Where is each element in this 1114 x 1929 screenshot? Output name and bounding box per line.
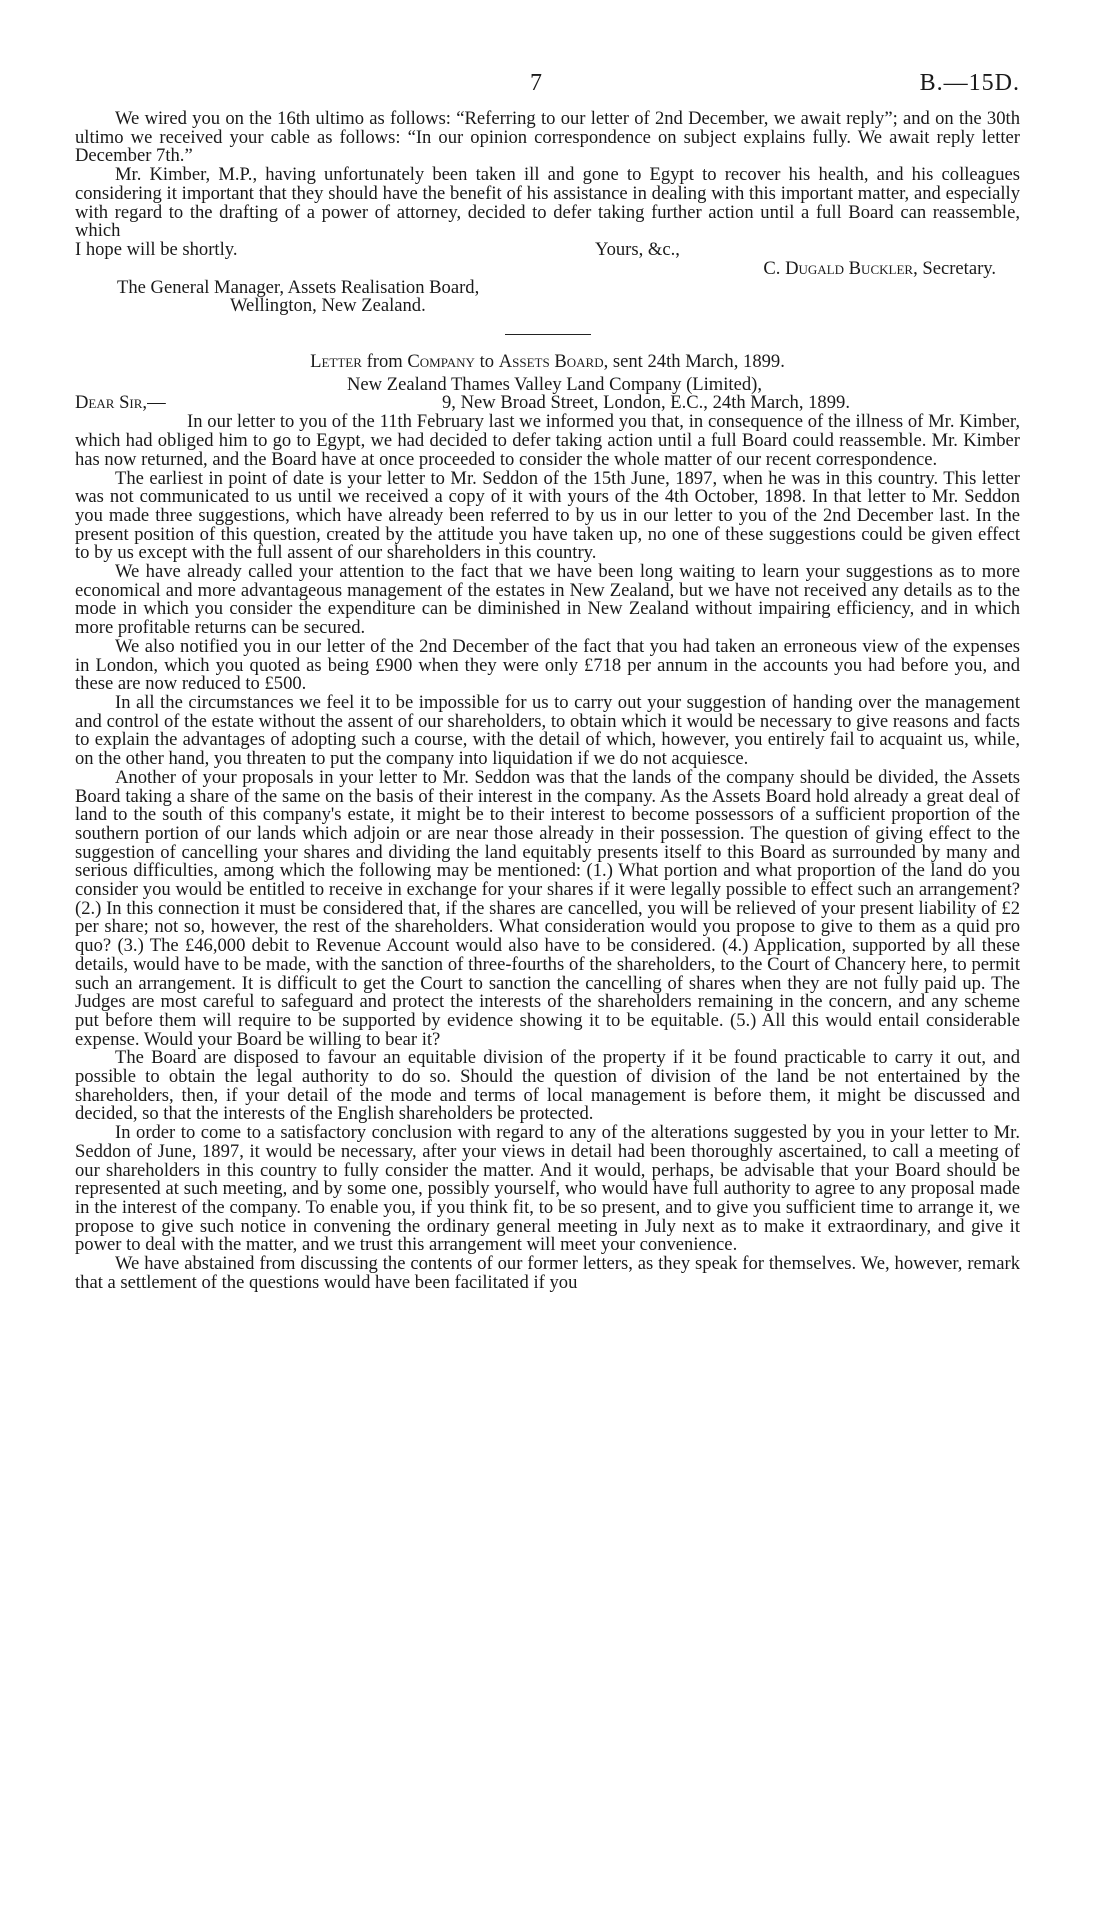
addressee-line-1: The General Manager, Assets Realisation Board, [117,276,480,298]
letter-heading [75,353,1020,372]
paragraph: We have already called your attention to the fact that we have been long waiting to learn your suggestions as to more economical and more advantageous management of the estates in New Zealand, but we have not received any details as to the mode in which you consider the expenditure can be diminished in New Zealand without impairing efficiency, and in which more profitable returns can be secured. [75,561,1020,639]
page-number: 7 [530,70,542,96]
page-header [75,70,1020,110]
signature [75,257,1020,279]
paragraph: We wired you on the 16th ultimo as follows: “Referring to our letter of 2nd December, we await reply”; and on the 30th ultimo we received your cable as follows: “In our opinion correspondence on subject explains fully. We await reply letter December 7th.” [75,108,1020,167]
paragraph: The earliest in point of date is your letter to Mr. Seddon of the 15th June, 1897, when he was in this country. This letter was not communicated to us until we received a copy of it with yours of the 4th October, 1898. In that letter to Mr. Seddon you made three suggestions, which have already been referred to by us in our letter to you of the 2nd December last. In the present position of this question, created by the attitude you have taken up, no one of these suggestions could be given effect to by us except with the full assent of our shareholders in this country. [75,467,1020,564]
paragraph: Another of your proposals in your letter to Mr. Seddon was that the lands of the company should be divided, the Assets Board taking a share of the same on the basis of their interest in the company. As the Assets Board hold already a great deal of land to the south of this company's estate, it might be to their interest to become possessors of a sufficient proportion of the southern portion of our lands which adjoin or are near those already in their possession. The question of giving effect to the suggestion of cancelling your shares and dividing the land equitably presents itself to this Board as surrounded by many and serious difficulties, among which the following may be mentioned: (1.) What portion and what proportion of the land do you consider you would be entitled to receive in exchange for your shares if it were legally possible to effect such an arrangement? (2.) In this connection it must be considered that, if the shares are cancelled, you will be relieved of your present liability of £2 per share; not so, however, the rest of the shareholders. What consideration would you propose to give to them as a quid pro quo? (3.) The £46,000 debit to Revenue Account would also have to be considered. (4.) Application, supported by all these details, would have to be made, with the sanction of three-fourths of the shareholders, to the Court of Chancery here, to permit such an arrangement. It is difficult to get the Court to sanction the cancelling of shares when they are not fully paid up. The Judges are most careful to safeguard and protect the interests of the shareholders remaining in the concern, and any scheme put before them will require to be supported by evidence showing it to be equitable. (5.) All this would entail considerable expense. Would your Board be willing to bear it? [75,766,1020,1050]
signature-name: C. Dugald Buckler [763,257,914,279]
salutation-row [75,394,1020,413]
paragraph: In all the circumstances we feel it to be impossible for us to carry out your suggestion of handing over the management and control of the estate without the assent of our shareholders, to obtain which it would be necessary to give reasons and facts to explain the advantages of adopting such a course, with the detail of which, however, you entirely fail to acquaint us, while, on the other hand, you threaten to put the company into liquidation if we do not acquiesce. [75,691,1020,770]
sender-address: 9, New Broad Street, London, E.C., 24th March, 1899. [442,392,850,414]
paragraph: In our letter to you of the 11th February last we informed you that, in consequence of the illness of Mr. Kimber, which had obliged him to go to Egypt, we had decided to defer taking action until a full Board could reassemble. Mr. Kimber has now returned, and the Board have at once proceeded to consider the whole matter of our recent correspondence. [75,411,1020,470]
letter-heading-word: to [474,351,499,373]
addressee-line-2: Wellington, New Zealand. [230,295,426,317]
signature-title: , Secretary. [913,257,996,279]
paragraph: Mr. Kimber, M.P., having unfortunately been taken ill and gone to Egypt to recover his health, and his colleagues considering it important that they should have the benefit of his assistance in dealing with this important matter, and especially with regard to the drafting of a power of attorney, decided to defer taking further action until a full Board can reassemble, which [75,164,1020,242]
document-reference: B.—15D. [919,70,1020,96]
paragraph: The Board are disposed to favour an equitable division of the property if it be found practicable to carry it out, and possible to obtain the legal authority to do so. Should the question of division of the land be not entertained by the shareholders, then, if your detail of the mode and terms of local management is before them, it might be discussed and decided, so that the interests of the English shareholders be protected. [75,1047,1020,1125]
closing-yours: Yours, &c., [595,238,680,260]
letter-heading-word: Letter [310,351,362,373]
paragraph: We also notified you in our letter of the 2nd December of the fact that you had taken an erroneous view of the expenses in London, which you quoted as being £900 when they were only £718 per annum in the accounts you had before you, and these are now reduced to £500. [75,635,1020,695]
salutation: Dear Sir,— [75,392,166,414]
letter-heading-word: from [361,351,408,373]
company-name-line: New Zealand Thames Valley Land Company (Limited), [347,373,762,395]
document-page [75,70,1020,1292]
section-divider [505,334,591,335]
paragraph: In order to come to a satisfactory conclusion with regard to any of the alterations suggested by you in your letter to Mr. Seddon of June, 1897, it would be necessary, after your views in detail had been thoroughly ascertained, to call a meeting of our shareholders in this country to fully consider the matter. And it would, perhaps, be advisable that your Board should be represented at such meeting, and by some one, possibly yourself, who would have full authority to agree to any proposal made in the interest of the company. To enable you, if you think fit, to be so present, and to give you sufficient time to arrange it, we propose to give such notice in convening the ordinary general meeting in July next as to make it extraordinary, and give it power to deal with the matter, and we trust this arrangement will meet your convenience. [75,1122,1020,1256]
letter-heading-word: Assets Board [498,351,604,373]
closing-row [75,238,1020,260]
document-body [75,110,1020,1292]
letter-heading-word: Company [407,351,475,373]
paragraph: We have abstained from discussing the contents of our former letters, as they speak for themselves. We, however, remark that a settlement of the questions would have been facilitated if you [75,1253,1020,1293]
closing-text: I hope will be shortly. [75,238,238,260]
letter-heading-date: , sent 24th March, 1899. [603,351,785,373]
